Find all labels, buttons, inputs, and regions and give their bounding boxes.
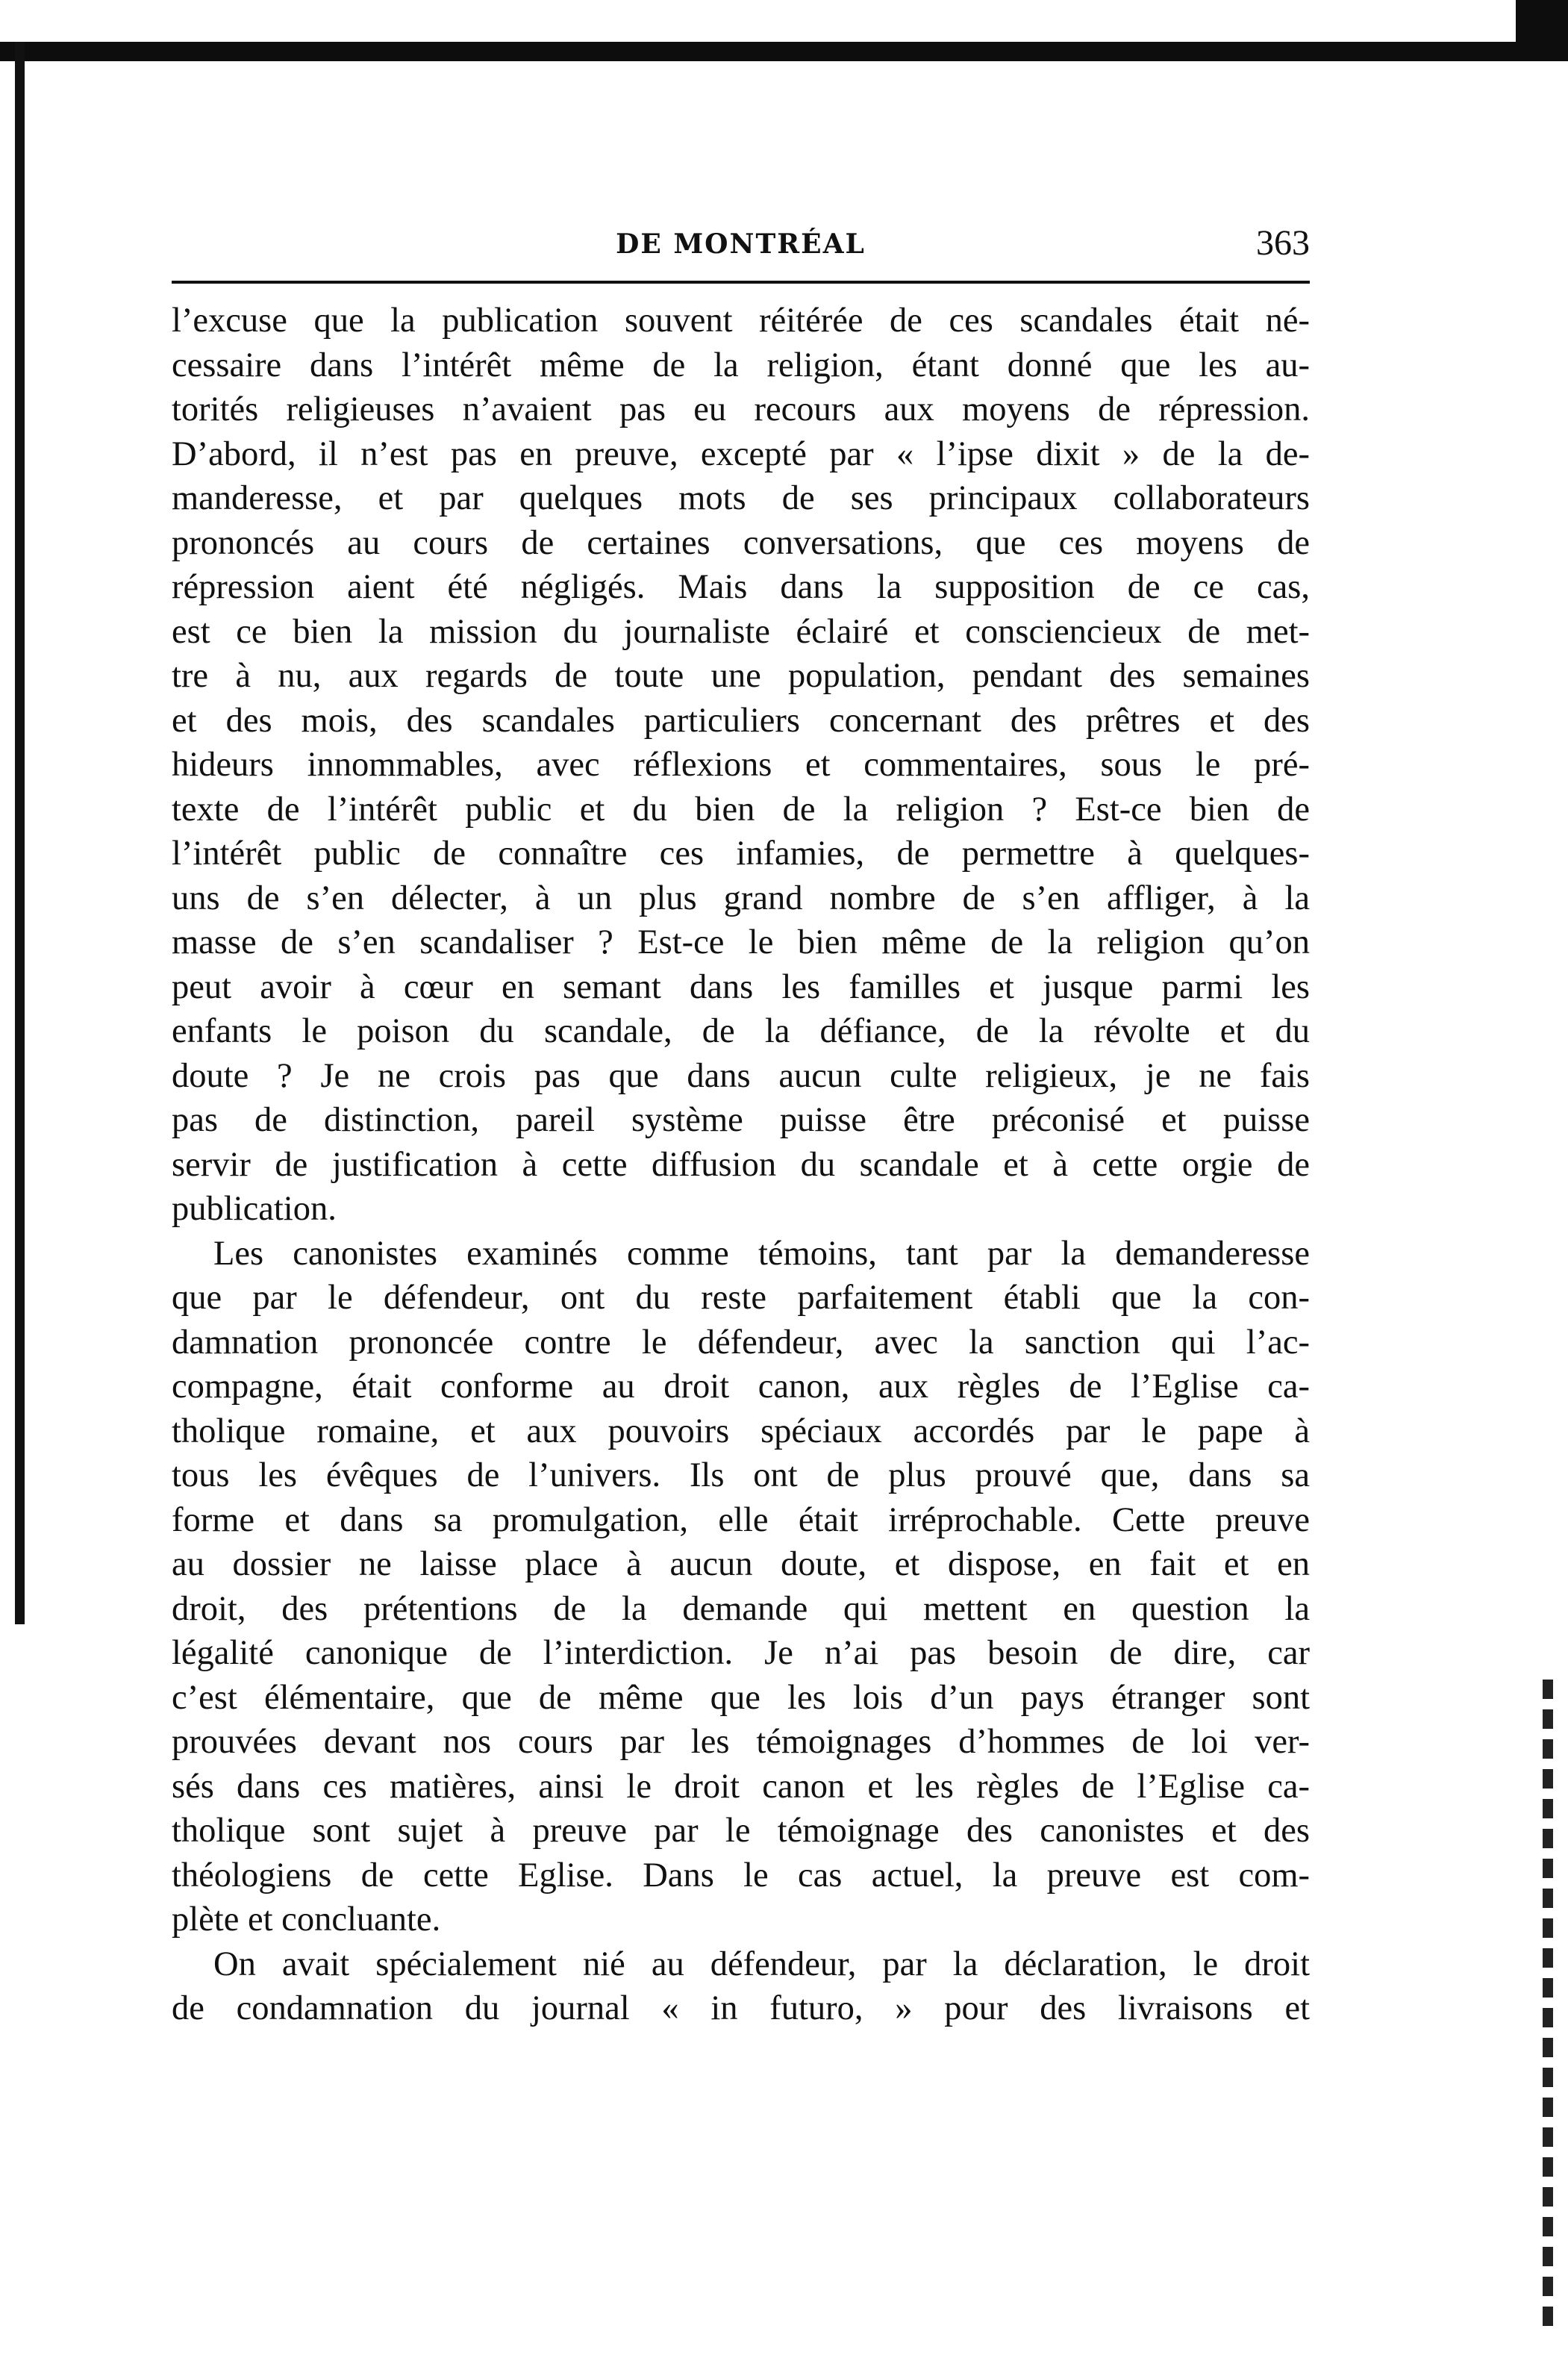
text-line: prouvées devant nos cours par les témoignages d’hommes de loi ver- [172,1723,1310,1761]
text-line: masse de s’en scandaliser ? Est-ce le bien même de la religion qu’on [172,923,1310,961]
text-line: cessaire dans l’intérêt même de la religion, étant donné que les au- [172,346,1310,384]
running-title: DE MONTRÉAL [616,228,866,260]
text-line: au dossier ne laisse place à aucun doute, et dispose, en fait et en [172,1545,1310,1583]
text-line: doute ? Je ne crois pas que dans aucun culte religieux, je ne fais [172,1056,1310,1095]
text-line: de condamnation du journal « in futuro, » pour des livraisons et [172,1989,1310,2027]
paragraph-start-line: On avait spécialement nié au défendeur, par la déclaration, le droit [213,1945,1310,1983]
text-line: répression aient été négligés. Mais dans la supposition de ce cas, [172,568,1310,606]
text-line: peut avoir à cœur en semant dans les familles et jusque parmi les [172,967,1310,1006]
text-line: est ce bien la mission du journaliste éclairé et consciencieux de met- [172,612,1310,651]
page-number: 363 [1256,223,1310,263]
body-text [172,299,1310,2031]
text-line: droit, des prétentions de la demande qui mettent en question la [172,1589,1310,1628]
text-line: prononcés au cours de certaines conversations, que ces moyens de [172,523,1310,562]
text-line: torités religieuses n’avaient pas eu recours aux moyens de répression. [172,390,1310,428]
text-line: tous les évêques de l’univers. Ils ont de plus prouvé que, dans sa [172,1456,1310,1494]
text-line: l’intérêt public de connaître ces infamies, de permettre à quelques- [172,835,1310,873]
text-line: sés dans ces matières, ainsi le droit canon et les règles de l’Eglise ca- [172,1767,1310,1806]
scan-right-edge-marks [1543,1680,1553,2336]
text-line: D’abord, il n’est pas en preuve, excepté par « l’ipse dixit » de la de- [172,434,1310,473]
header-rule [172,281,1310,284]
scan-top-border [0,42,1568,61]
text-line: enfants le poison du scandale, de la défiance, de la révolte et du [172,1012,1310,1050]
text-line: hideurs innommables, avec réflexions et commentaires, sous le pré- [172,746,1310,784]
scan-corner-mark [1516,0,1568,61]
text-line: pas de distinction, pareil système puisse être préconisé et puisse [172,1101,1310,1139]
text-line: tre à nu, aux regards de toute une population, pendant des semaines [172,657,1310,695]
text-line: légalité canonique de l’interdiction. Je n’ai pas besoin de dire, car [172,1634,1310,1672]
text-line: uns de s’en délecter, à un plus grand nombre de s’en affliger, à la [172,879,1310,917]
text-line: l’excuse que la publication souvent réitérée de ces scandales était né- [172,302,1310,340]
text-line: c’est élémentaire, que de même que les lois d’un pays étranger sont [172,1678,1310,1717]
scan-left-border [15,42,25,1624]
text-line: tholique sont sujet à preuve par le témoignage des canonistes et des [172,1812,1310,1850]
text-line: théologiens de cette Eglise. Dans le cas actuel, la preuve est com- [172,1856,1310,1895]
book-page [172,224,1310,2031]
text-line: servir de justification à cette diffusion du scandale et à cette orgie de [172,1145,1310,1184]
text-line: que par le défendeur, ont du reste parfaitement établi que la con- [172,1279,1310,1317]
text-line: compagne, était conforme au droit canon, aux règles de l’Eglise ca- [172,1368,1310,1406]
text-line: tholique romaine, et aux pouvoirs spéciaux accordés par le pape à [172,1412,1310,1450]
text-line: texte de l’intérêt public et du bien de la religion ? Est-ce bien de [172,790,1310,829]
paragraph-start-line: Les canonistes examinés comme témoins, tant par la demanderesse [213,1234,1310,1273]
running-head [172,224,1310,276]
text-line: manderesse, et par quelques mots de ses principaux collaborateurs [172,479,1310,517]
text-line: publication. [172,1190,337,1228]
text-line: damnation prononcée contre le défendeur, avec la sanction qui l’ac- [172,1323,1310,1362]
text-line: et des mois, des scandales particuliers concernant des prêtres et des [172,701,1310,740]
text-line: forme et dans sa promulgation, elle était irréprochable. Cette preuve [172,1500,1310,1539]
text-line: plète et concluante. [172,1900,441,1939]
